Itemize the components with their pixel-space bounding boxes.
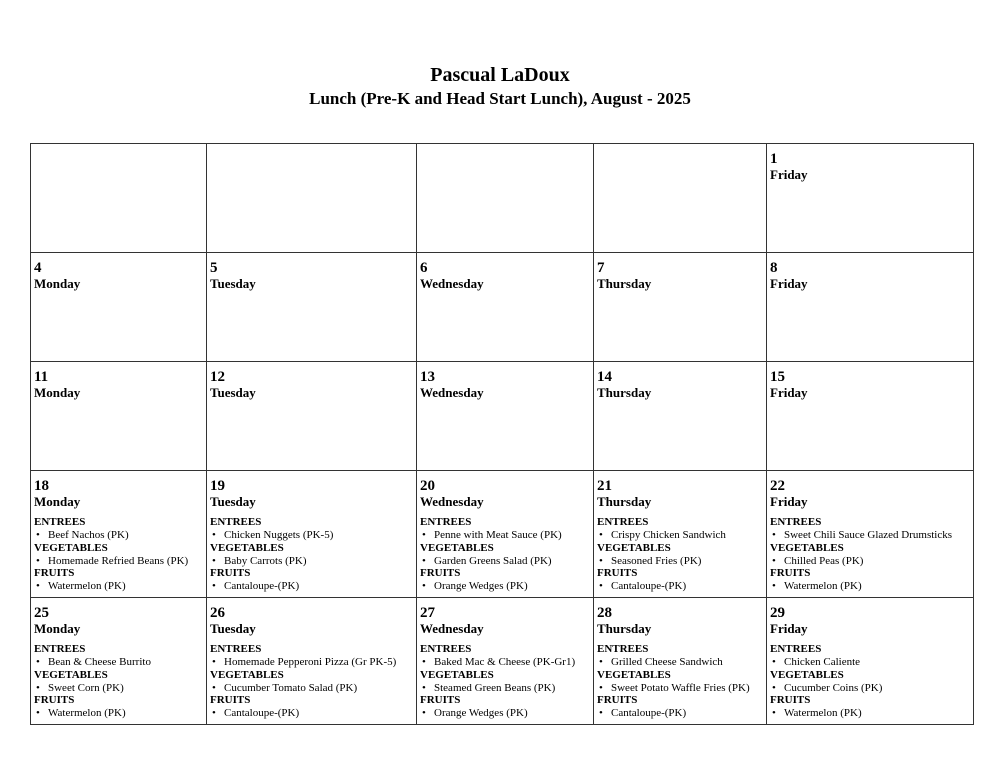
entrees-label: ENTREES — [597, 516, 649, 528]
vegetable-item: • Chilled Peas (PK) — [770, 555, 970, 568]
entree-item: • Beef Nachos (PK) — [34, 529, 203, 542]
day-number: 11 — [34, 369, 49, 385]
fruits-label: FRUITS — [420, 694, 461, 706]
vegetables-label: VEGETABLES — [210, 541, 284, 554]
vegetables-label: VEGETABLES — [770, 541, 844, 554]
day-cell — [767, 471, 974, 598]
entree-item: • Grilled Cheese Sandwich — [597, 656, 763, 669]
entrees-label: ENTREES — [420, 643, 472, 655]
day-name: Tuesday — [210, 385, 256, 400]
day-cell — [207, 471, 417, 598]
day-cell — [417, 362, 594, 471]
fruits-label: FRUITS — [597, 567, 638, 579]
entrees-label: ENTREES — [420, 516, 472, 528]
day-name: Monday — [34, 385, 81, 400]
day-number: 25 — [34, 605, 49, 621]
day-name: Wednesday — [420, 621, 484, 636]
day-cell — [31, 598, 207, 725]
entrees-label: ENTREES — [34, 516, 86, 528]
fruits-label: FRUITS — [210, 694, 251, 706]
day-number: 27 — [420, 605, 435, 621]
fruit-item: • Watermelon (PK) — [770, 580, 970, 593]
vegetables-label: VEGETABLES — [420, 541, 494, 554]
day-cell — [767, 598, 974, 725]
fruit-item: • Cantaloupe-(PK) — [210, 580, 413, 593]
day-number: 21 — [597, 478, 612, 494]
empty-cell — [417, 144, 594, 253]
day-cell — [31, 471, 207, 598]
day-cell — [417, 253, 594, 362]
entrees-label: ENTREES — [210, 643, 262, 655]
day-name: Monday — [34, 494, 81, 509]
vegetables-label: VEGETABLES — [210, 668, 284, 681]
entree-item: • Bean & Cheese Burrito — [34, 656, 203, 669]
day-name: Thursday — [597, 621, 652, 636]
day-cell — [594, 253, 767, 362]
fruit-item: • Cantaloupe-(PK) — [210, 707, 413, 720]
fruit-item: • Cantaloupe-(PK) — [597, 580, 763, 593]
day-name: Wednesday — [420, 494, 484, 509]
empty-cell — [594, 144, 767, 253]
day-name: Friday — [770, 494, 808, 509]
day-number: 15 — [770, 369, 785, 385]
day-number: 14 — [597, 369, 612, 385]
day-name: Friday — [770, 621, 808, 636]
entrees-label: ENTREES — [34, 643, 86, 655]
day-number: 19 — [210, 478, 225, 494]
entree-item: • Chicken Nuggets (PK-5) — [210, 529, 413, 542]
entrees-label: ENTREES — [210, 516, 262, 528]
day-cell — [417, 471, 594, 598]
fruit-item: • Watermelon (PK) — [34, 707, 203, 720]
day-name: Friday — [770, 167, 808, 182]
vegetables-label: VEGETABLES — [34, 668, 108, 681]
vegetables-label: VEGETABLES — [34, 541, 108, 554]
vegetables-label: VEGETABLES — [420, 668, 494, 681]
entrees-label: ENTREES — [770, 516, 822, 528]
vegetable-item: • Baby Carrots (PK) — [210, 555, 413, 568]
day-cell — [207, 253, 417, 362]
day-number: 22 — [770, 478, 785, 494]
day-cell — [31, 253, 207, 362]
day-name: Thursday — [597, 494, 652, 509]
fruits-label: FRUITS — [597, 694, 638, 706]
day-number: 4 — [34, 260, 42, 276]
fruits-label: FRUITS — [34, 567, 75, 579]
fruit-item: • Orange Wedges (PK) — [420, 580, 590, 593]
entrees-label: ENTREES — [770, 643, 822, 655]
day-number: 26 — [210, 605, 225, 621]
day-number: 1 — [770, 151, 778, 167]
day-number: 8 — [770, 260, 778, 276]
menu-subtitle: Lunch (Pre-K and Head Start Lunch), August - 2025 — [309, 89, 691, 108]
school-name: Pascual LaDoux — [430, 64, 570, 86]
day-cell — [594, 471, 767, 598]
day-cell — [767, 144, 974, 253]
vegetables-label: VEGETABLES — [597, 541, 671, 554]
vegetable-item: • Cucumber Coins (PK) — [770, 682, 970, 695]
day-name: Wednesday — [420, 385, 484, 400]
entree-item: • Homemade Pepperoni Pizza (Gr PK-5) — [210, 656, 413, 669]
entree-item: • Chicken Caliente — [770, 656, 970, 669]
day-name: Wednesday — [420, 276, 484, 291]
fruit-item: • Cantaloupe-(PK) — [597, 707, 763, 720]
day-number: 5 — [210, 260, 218, 276]
calendar-grid — [30, 143, 974, 725]
day-number: 20 — [420, 478, 435, 494]
vegetable-item: • Seasoned Fries (PK) — [597, 555, 763, 568]
day-name: Monday — [34, 276, 81, 291]
fruits-label: FRUITS — [210, 567, 251, 579]
entree-item: • Penne with Meat Sauce (PK) — [420, 529, 590, 542]
empty-cell — [207, 144, 417, 253]
entree-item: • Sweet Chili Sauce Glazed Drumsticks — [770, 529, 970, 542]
week-row — [31, 598, 974, 725]
day-name: Tuesday — [210, 621, 256, 636]
day-name: Tuesday — [210, 494, 256, 509]
week-row — [31, 362, 974, 471]
day-number: 6 — [420, 260, 428, 276]
fruit-item: • Orange Wedges (PK) — [420, 707, 590, 720]
vegetable-item: • Garden Greens Salad (PK) — [420, 555, 590, 568]
fruits-label: FRUITS — [770, 567, 811, 579]
day-number: 7 — [597, 260, 605, 276]
week-row — [31, 144, 974, 253]
entree-item: • Baked Mac & Cheese (PK-Gr1) — [420, 656, 590, 669]
vegetable-item: • Sweet Corn (PK) — [34, 682, 203, 695]
day-name: Tuesday — [210, 276, 256, 291]
vegetable-item: • Sweet Potato Waffle Fries (PK) — [597, 682, 763, 695]
week-row — [31, 253, 974, 362]
day-number: 18 — [34, 478, 49, 494]
day-number: 29 — [770, 605, 785, 621]
day-name: Thursday — [597, 385, 652, 400]
week-row — [31, 471, 974, 598]
fruit-item: • Watermelon (PK) — [770, 707, 970, 720]
fruit-item: • Watermelon (PK) — [34, 580, 203, 593]
page-header — [0, 62, 1000, 110]
vegetable-item: • Cucumber Tomato Salad (PK) — [210, 682, 413, 695]
fruits-label: FRUITS — [770, 694, 811, 706]
day-cell — [207, 362, 417, 471]
day-name: Friday — [770, 385, 808, 400]
day-name: Thursday — [597, 276, 652, 291]
day-number: 28 — [597, 605, 612, 621]
vegetables-label: VEGETABLES — [597, 668, 671, 681]
day-cell — [594, 362, 767, 471]
entree-item: • Crispy Chicken Sandwich — [597, 529, 763, 542]
fruits-label: FRUITS — [420, 567, 461, 579]
empty-cell — [31, 144, 207, 253]
day-cell — [417, 598, 594, 725]
day-cell — [207, 598, 417, 725]
day-number: 13 — [420, 369, 435, 385]
day-cell — [31, 362, 207, 471]
day-cell — [594, 598, 767, 725]
day-name: Friday — [770, 276, 808, 291]
day-cell — [767, 253, 974, 362]
day-name: Monday — [34, 621, 81, 636]
day-cell — [767, 362, 974, 471]
fruits-label: FRUITS — [34, 694, 75, 706]
entrees-label: ENTREES — [597, 643, 649, 655]
vegetable-item: • Homemade Refried Beans (PK) — [34, 555, 203, 568]
vegetables-label: VEGETABLES — [770, 668, 844, 681]
vegetable-item: • Steamed Green Beans (PK) — [420, 682, 590, 695]
day-number: 12 — [210, 369, 225, 385]
